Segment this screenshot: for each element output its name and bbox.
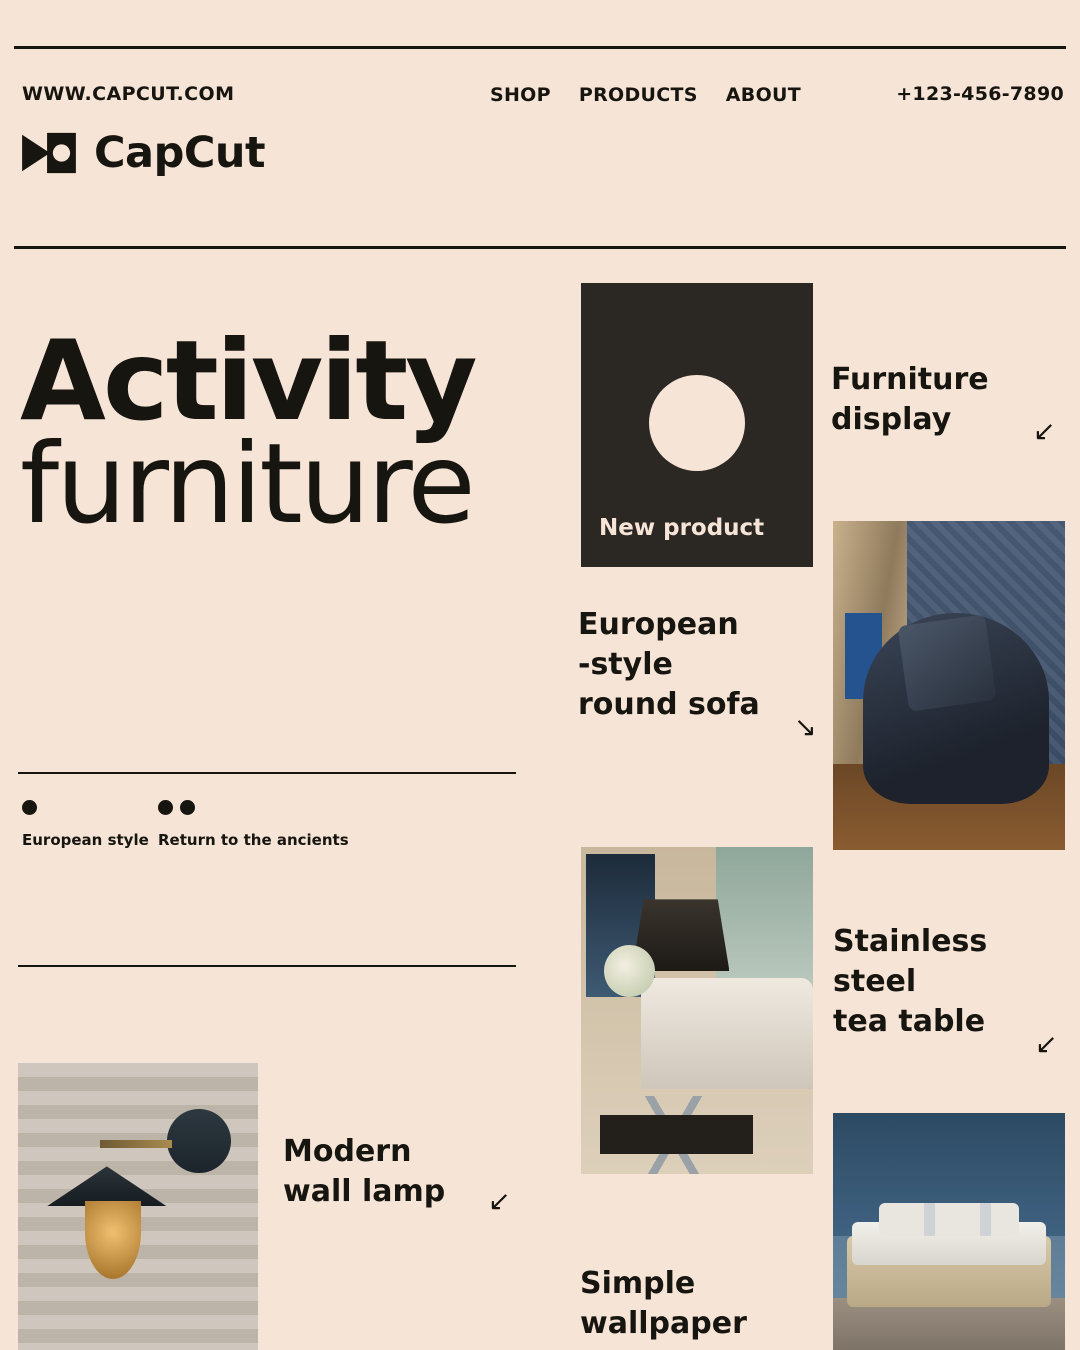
caption-tea-table — [833, 922, 1063, 1060]
tea-photo-table-top — [600, 1115, 753, 1154]
image-tea-table — [581, 847, 813, 1174]
caption-line-1: Furniture — [831, 362, 989, 397]
arrow-down-left-icon: ↙ — [488, 1186, 511, 1217]
brand-logo[interactable] — [18, 128, 265, 178]
arrow-down-right-icon: ↘ — [794, 712, 817, 743]
headline-line-2: furniture — [20, 420, 473, 550]
tag-label-line-1: European — [22, 831, 103, 849]
caption-line-2: wallpaper — [580, 1306, 747, 1342]
new-product-video-card[interactable] — [581, 283, 813, 567]
caption-line-2: wall lamp — [283, 1174, 446, 1210]
image-wall-lamp — [18, 1063, 258, 1350]
lamp-photo-wall-plate — [167, 1109, 231, 1173]
capcut-logo-icon — [18, 129, 80, 177]
tea-photo-sofa — [641, 978, 813, 1089]
top-navigation — [0, 80, 1080, 120]
tag-label-line-2: style — [107, 831, 149, 849]
caption-line-1: Stainless — [833, 924, 988, 959]
sofa-photo-cushion — [897, 614, 996, 711]
dot-icon — [180, 800, 195, 815]
lamp-photo-arm — [100, 1140, 172, 1148]
caption-furniture-display — [831, 360, 1061, 447]
video-card-label: New product — [599, 515, 765, 541]
phone-number[interactable]: +123-456-7890 — [896, 83, 1064, 105]
divider-tags-bottom — [18, 965, 516, 967]
divider-tags-top — [18, 772, 516, 774]
caption-line-1: Modern — [283, 1134, 412, 1169]
dot-group-one — [22, 800, 149, 815]
page-title — [20, 317, 550, 550]
dot-icon — [158, 800, 173, 815]
image-wallpaper-bedroom — [833, 1113, 1065, 1350]
caption-line-3: round sofa — [578, 687, 760, 723]
arrow-down-left-icon: ↙ — [1033, 416, 1056, 447]
site-url[interactable]: WWW.CAPCUT.COM — [22, 83, 235, 105]
nav-item-about[interactable]: ABOUT — [725, 84, 802, 106]
brand-name: CapCut — [94, 128, 266, 178]
nav-links — [490, 84, 801, 106]
tag-return-to-the-ancients — [158, 800, 349, 850]
divider-header-bottom — [14, 246, 1066, 249]
tag-european-style — [22, 800, 149, 850]
play-triangle-icon — [679, 397, 735, 449]
nav-item-shop[interactable]: SHOP — [490, 84, 551, 106]
divider-top — [14, 46, 1066, 49]
caption-wall-lamp — [283, 1132, 543, 1217]
caption-line-1: Simple — [580, 1266, 696, 1301]
caption-line-2: display — [831, 402, 952, 438]
headline-line-1: Activity — [20, 317, 475, 446]
image-round-sofa — [833, 521, 1065, 850]
caption-line-2: steel — [833, 964, 917, 1000]
caption-wallpaper — [580, 1264, 820, 1344]
dot-icon — [22, 800, 37, 815]
caption-round-sofa — [578, 605, 828, 743]
nav-item-products[interactable]: PRODUCTS — [578, 84, 698, 106]
caption-line-3: tea table — [833, 1004, 986, 1040]
dot-group-two — [158, 800, 349, 815]
tag-label-line-1: Return to — [158, 831, 239, 849]
caption-line-2: -style — [578, 647, 673, 683]
arrow-down-left-icon: ↙ — [1035, 1029, 1058, 1060]
bed-photo-pillows — [879, 1203, 1018, 1236]
caption-line-1: European — [578, 607, 739, 642]
tag-label-line-2: the ancients — [243, 831, 349, 849]
